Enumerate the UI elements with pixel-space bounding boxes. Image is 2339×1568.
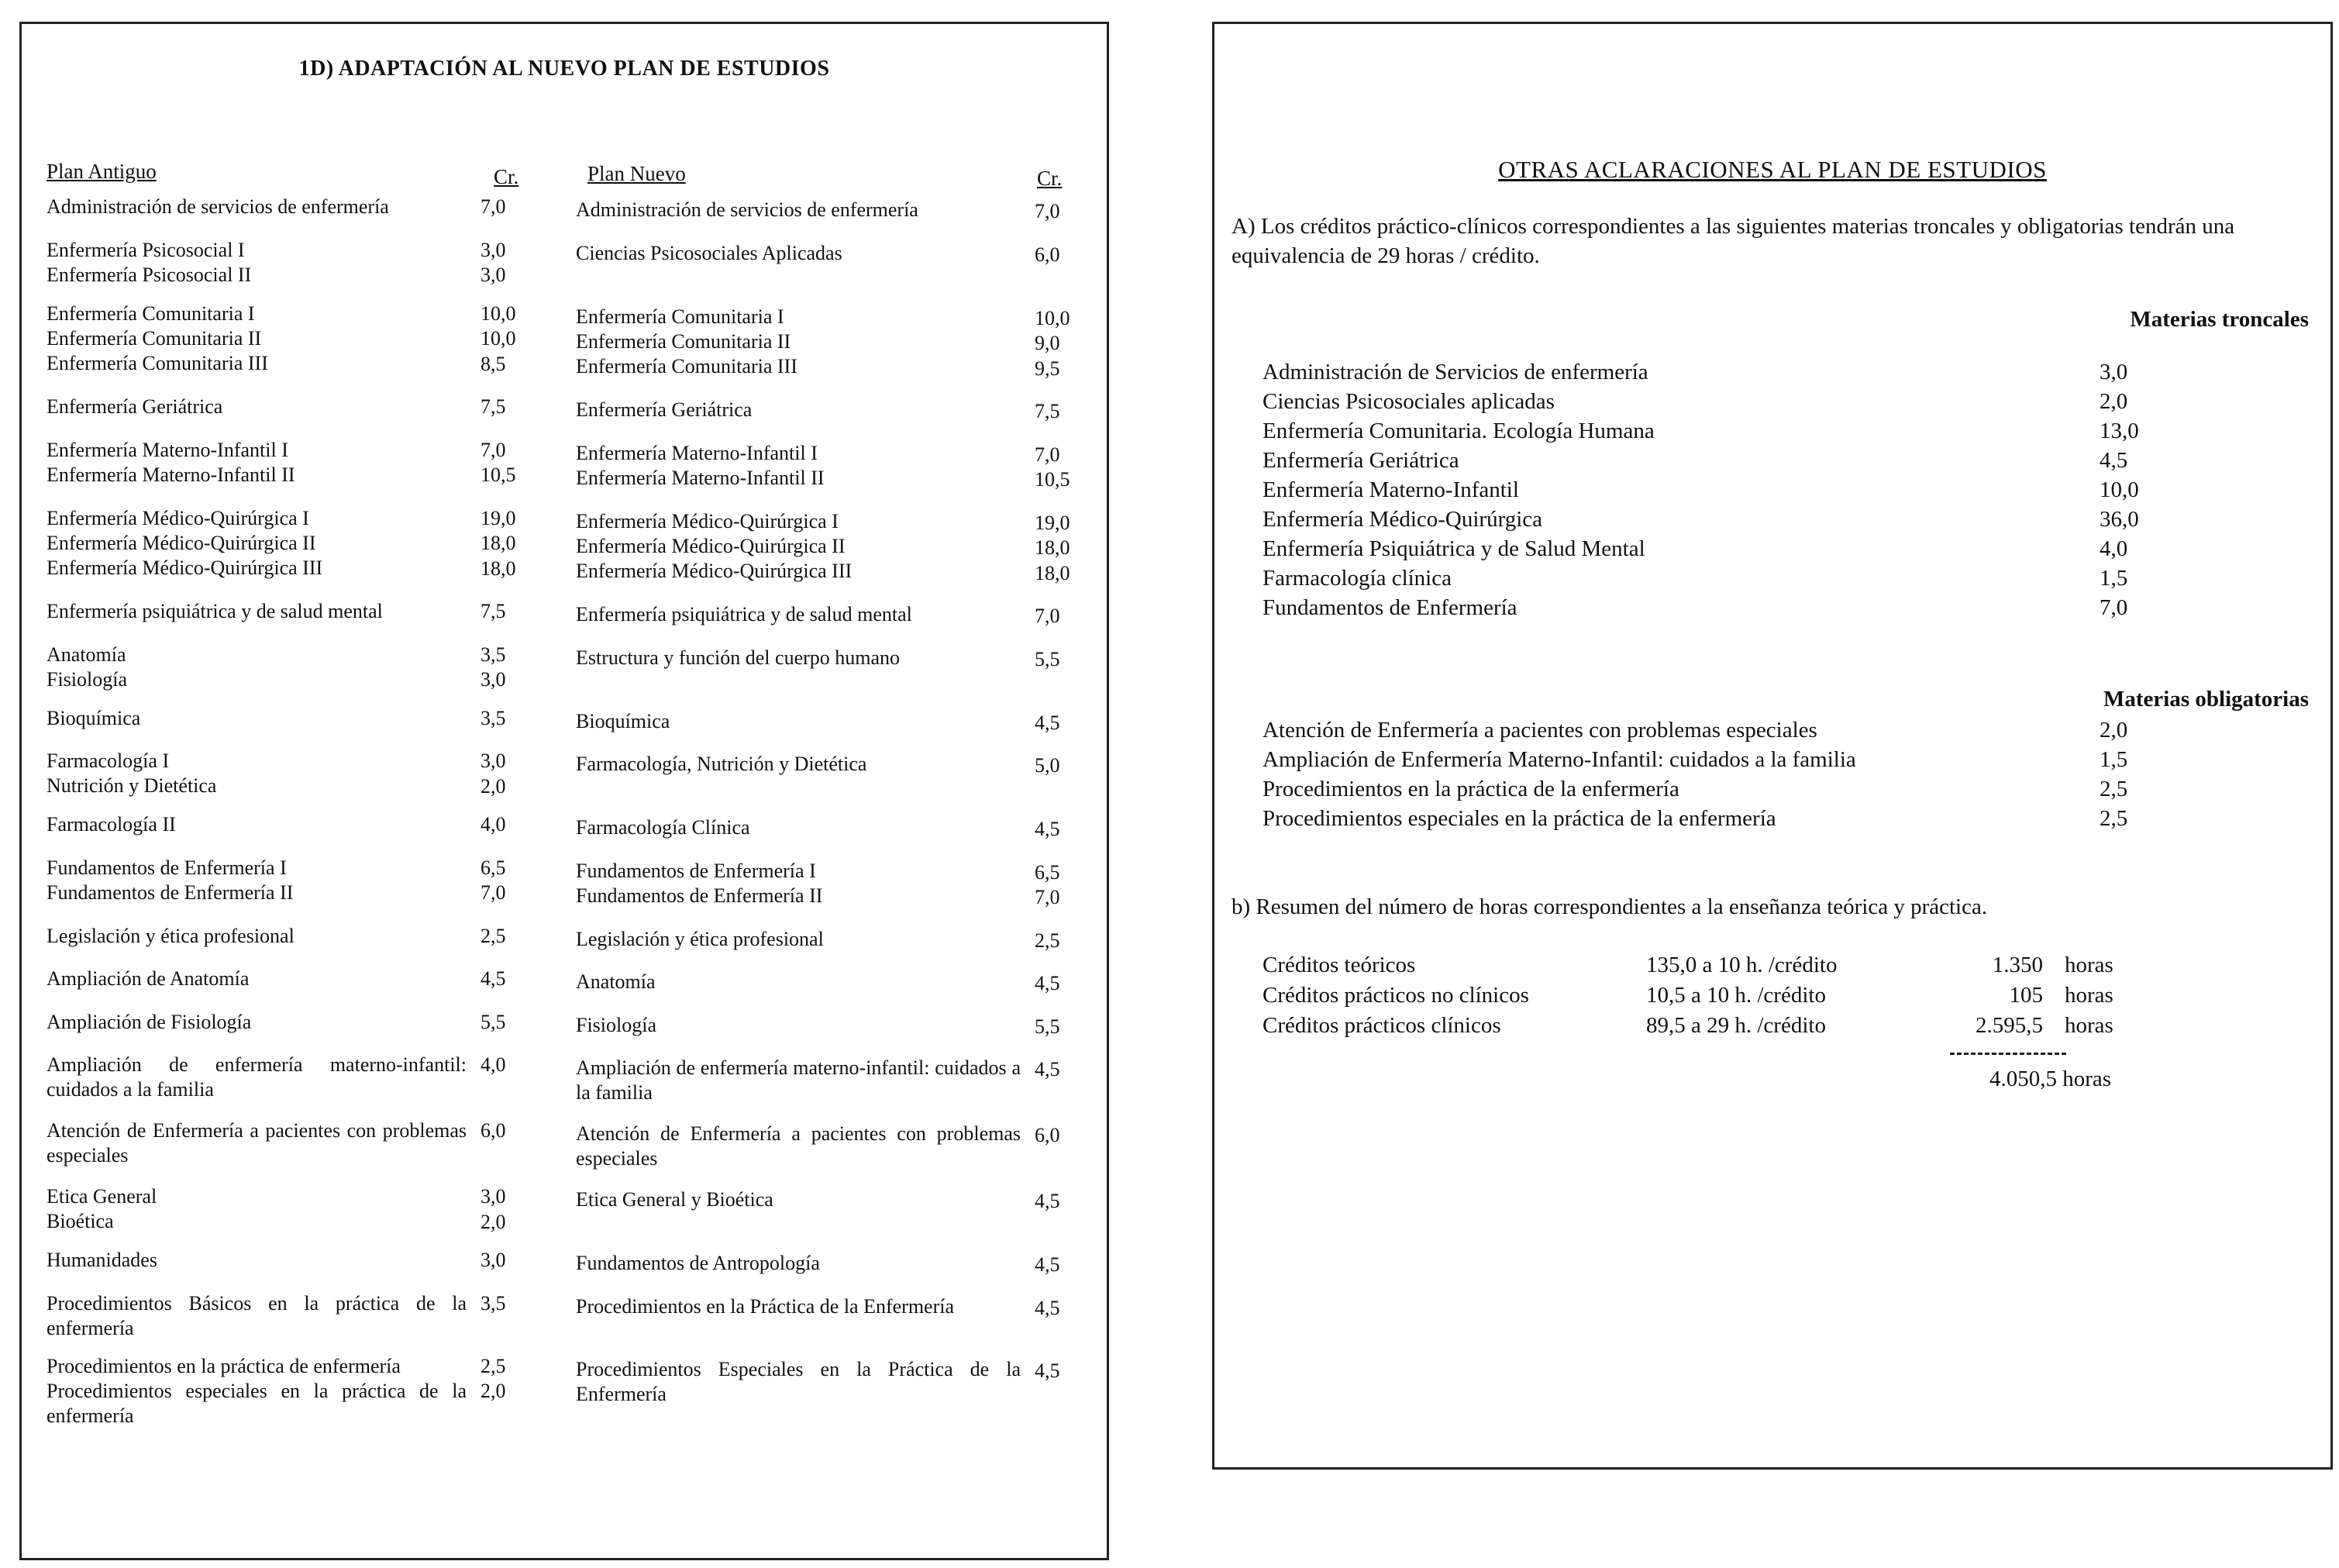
new-credits: 7,0 (1035, 605, 1060, 627)
new-subject-name: Enfermería Materno-Infantil I (576, 441, 818, 464)
old-credits: 7,5 (481, 600, 506, 622)
subject-name: Ciencias Psicosociales aplicadas (1263, 389, 1555, 414)
adaptation-table-panel (19, 22, 1109, 1560)
new-subject-cell (576, 1354, 1035, 1428)
table-row (22, 1053, 1107, 1105)
new-subject-name: Enfermería Comunitaria II (576, 329, 791, 353)
table-row (22, 1291, 1107, 1341)
total-hours: 4.050,5 horas (1989, 1067, 2112, 1091)
obligatoria-row (1263, 804, 2193, 833)
old-subject-name: Etica General (47, 1185, 157, 1208)
new-subject-cell (576, 599, 1035, 629)
old-subject-name: Bioquímica (47, 706, 141, 729)
new-subject-cell (576, 812, 1035, 843)
new-subject-cell (576, 967, 1035, 997)
old-subject-name: Farmacología I (47, 750, 170, 772)
old-subject-cell (47, 1053, 481, 1105)
hours-amount: 105 (2009, 983, 2043, 1008)
old-subject-cell (47, 812, 481, 843)
old-credits: 6,0 (481, 1119, 506, 1142)
old-subject-cell (47, 967, 481, 997)
new-credits: 5,0 (1035, 754, 1060, 777)
new-credits: 4,5 (1035, 972, 1060, 994)
new-subject-name: Fundamentos de Antropología (576, 1252, 820, 1274)
subject-name: Enfermería Comunitaria. Ecología Humana (1263, 419, 1655, 443)
subject-credits: 1,5 (2100, 566, 2128, 591)
new-subject-cell (576, 856, 1035, 911)
old-credits: 3,0 2,0 (481, 750, 506, 798)
new-credits: 4,5 (1035, 1296, 1060, 1319)
table-row (22, 238, 1107, 288)
old-credits: 3,5 3,0 (481, 643, 506, 691)
subject-name: Ampliación de Enfermería Materno-Infantil: cuidados a la familia (1263, 747, 1856, 772)
new-subject-name: Atención de Enfermería a pacientes con problemas especiales (576, 1122, 1021, 1170)
old-credits: 7,0 10,5 (481, 438, 516, 486)
old-subject-name: Anatomía (47, 643, 126, 666)
new-subject-name: Etica General y Bioética (576, 1188, 773, 1211)
old-subject-name: Enfermería Médico-Quirúrgica I (47, 506, 309, 529)
new-subject-cell (576, 749, 1035, 799)
new-subject-name: Farmacología, Nutrición y Dietética (576, 753, 867, 775)
new-credits: 19,0 18,0 18,0 (1035, 511, 1070, 584)
new-subject-name: Enfermería Médico-Quirúrgica II (576, 534, 846, 557)
new-credits: 4,5 (1035, 1058, 1060, 1080)
old-subject-name: Legislación y ética profesional (47, 924, 295, 947)
new-subject-cell (576, 1291, 1035, 1341)
new-subject-name: Enfermería Médico-Quirúrgica III (576, 559, 853, 582)
table-row (22, 506, 1107, 587)
old-subject-name: Enfermería Comunitaria III (47, 351, 268, 374)
new-credits: 7,5 (1035, 400, 1060, 422)
old-credits: 4,0 (481, 1053, 506, 1076)
clarifications-title: OTRAS ACLARACIONES AL PLAN DE ESTUDIOS (1498, 156, 2047, 183)
new-subject-cell (576, 1118, 1035, 1171)
old-subject-name: Atención de Enfermería a pacientes con problemas especiales (47, 1119, 467, 1167)
subject-name: Administración de Servicios de enfermería (1263, 360, 1648, 384)
troncal-row (1263, 357, 2193, 387)
subject-name: Farmacología clínica (1263, 566, 1452, 591)
troncal-row (1263, 534, 2193, 563)
table-row (22, 749, 1107, 799)
subject-credits: 4,5 (2100, 448, 2128, 473)
new-subject-cell (576, 506, 1035, 587)
new-credits: 5,5 (1035, 1015, 1060, 1038)
hours-label: Créditos prácticos clínicos (1263, 1013, 1501, 1038)
new-subject-name: Procedimientos Especiales en la Práctica de la Enfermería (576, 1357, 1021, 1405)
subject-name: Enfermería Materno-Infantil (1263, 477, 1519, 502)
subject-credits: 7,0 (2100, 595, 2128, 620)
old-subject-cell (47, 924, 481, 954)
old-subject-cell (47, 1248, 481, 1278)
new-subject-name: Enfermería psiquiátrica y de salud mental (576, 603, 912, 625)
old-subject-name: Bioética (47, 1210, 114, 1232)
new-subject-cell (576, 924, 1035, 954)
old-subject-name: Farmacología II (47, 813, 176, 836)
old-credits: 5,5 (481, 1010, 506, 1033)
new-subject-name: Enfermería Comunitaria I (576, 305, 784, 328)
old-subject-name: Fisiología (47, 667, 128, 691)
old-subject-name: Administración de servicios de enfermería (47, 195, 389, 218)
subject-credits: 2,0 (2100, 389, 2128, 414)
new-credits: 4,5 (1035, 818, 1060, 840)
clarifications-panel (1212, 22, 2333, 1470)
subject-name: Enfermería Psiquiátrica y de Salud Mental (1263, 536, 1645, 561)
old-subject-cell (47, 238, 481, 288)
old-subject-cell (47, 599, 481, 629)
troncales-heading: Materias troncales (2130, 307, 2309, 332)
section-a-paragraph: A) Los créditos práctico-clínicos correspondientes a las siguientes materias troncales y obligatorias tendrán una equivalencia de 29 horas / crédito. (1232, 214, 2235, 268)
subject-name: Enfermería Médico-Quirúrgica (1263, 507, 1542, 532)
old-subject-cell (47, 438, 481, 493)
subject-credits: 2,0 (2100, 718, 2128, 743)
old-subject-cell (47, 395, 481, 425)
hours-calc: 10,5 a 10 h. /crédito (1646, 983, 1826, 1008)
subject-credits: 13,0 (2100, 419, 2139, 443)
old-subject-name: Enfermería Geriátrica (47, 395, 223, 418)
old-credits: 3,0 (481, 1249, 506, 1271)
subject-name: Enfermería Geriátrica (1263, 448, 1459, 473)
troncal-row (1263, 505, 2193, 534)
hours-unit: horas (2065, 1013, 2113, 1038)
old-credits: 10,0 10,0 8,5 (481, 302, 516, 375)
hours-label: Créditos teóricos (1263, 953, 1416, 977)
new-credits: 4,5 (1035, 1253, 1060, 1276)
table-row (22, 1010, 1107, 1040)
old-subject-name: Enfermería Médico-Quirúrgica III (47, 556, 323, 579)
old-subject-name: Procedimientos en la práctica de enfermería (47, 1354, 401, 1377)
new-plan-header: Plan Nuevo (587, 162, 686, 185)
old-credits-header: Cr. (494, 165, 519, 188)
old-subject-name: Enfermería Psicosocial II (47, 263, 252, 286)
table-row (22, 706, 1107, 736)
new-credits-header: Cr. (1037, 167, 1063, 190)
old-subject-name: Ampliación de enfermería materno-infantil: cuidados a la familia (47, 1053, 467, 1101)
subject-name: Fundamentos de Enfermería (1263, 595, 1517, 620)
table-row (22, 856, 1107, 911)
old-credits: 3,5 (481, 1291, 506, 1315)
obligatoria-row (1263, 745, 2193, 774)
subject-credits: 1,5 (2100, 747, 2128, 772)
old-credits: 19,0 18,0 18,0 (481, 506, 516, 580)
table-row (22, 1118, 1107, 1171)
obligatoria-row (1263, 774, 2193, 804)
table-row (22, 1184, 1107, 1235)
old-subject-name: Ampliación de Anatomía (47, 967, 250, 990)
obligatorias-heading: Materias obligatorias (2103, 687, 2309, 712)
old-subject-name: Fundamentos de Enfermería I (47, 856, 287, 879)
table-row (22, 1248, 1107, 1278)
hours-summary-table (1263, 950, 2134, 1041)
new-credits: 2,5 (1035, 929, 1060, 952)
troncales-list (1263, 357, 2193, 622)
old-subject-name: Nutrición y Dietética (47, 774, 217, 797)
old-credits: 3,0 3,0 (481, 238, 506, 286)
old-subject-name: Procedimientos especiales en la práctica de la enfermería (47, 1379, 467, 1427)
hours-label: Créditos prácticos no clínicos (1263, 983, 1529, 1008)
new-credits: 4,5 (1035, 1359, 1060, 1382)
new-subject-name: Ciencias Psicosociales Aplicadas (576, 241, 842, 264)
new-credits: 7,0 10,5 (1035, 443, 1070, 491)
hours-calc: 135,0 a 10 h. /crédito (1646, 953, 1838, 977)
hours-row (1263, 1011, 2134, 1041)
new-subject-name: Farmacología Clínica (576, 816, 750, 839)
new-subject-name: Anatomía (576, 970, 656, 993)
old-subject-name: Enfermería Materno-Infantil I (47, 438, 288, 461)
subject-name: Procedimientos en la práctica de la enfermería (1263, 777, 1679, 801)
old-subject-cell (47, 1354, 481, 1428)
new-subject-name: Fundamentos de Enfermería II (576, 884, 823, 907)
old-subject-name: Enfermería Médico-Quirúrgica II (47, 531, 316, 554)
new-subject-cell (576, 706, 1035, 736)
table-row (22, 395, 1107, 425)
new-credits: 10,0 9,0 9,5 (1035, 306, 1070, 380)
old-subject-name: Enfermería Psicosocial I (47, 238, 245, 261)
old-credits: 7,0 (481, 195, 506, 218)
table-row (22, 967, 1107, 997)
old-credits: 4,5 (481, 967, 506, 990)
new-subject-cell (576, 1184, 1035, 1235)
troncal-row (1263, 387, 2193, 416)
table-row (22, 599, 1107, 629)
hours-row (1263, 980, 2134, 1011)
old-subject-name: Ampliación de Fisiología (47, 1010, 252, 1033)
old-subject-cell (47, 1184, 481, 1235)
new-subject-name: Enfermería Comunitaria III (576, 354, 797, 377)
troncal-row (1263, 593, 2193, 622)
table-row (22, 643, 1107, 693)
new-subject-cell (576, 438, 1035, 493)
new-subject-name: Procedimientos en la Práctica de la Enfermería (576, 1294, 955, 1318)
old-credits: 3,5 (481, 706, 506, 729)
hours-amount: 2.595,5 (1976, 1013, 2043, 1038)
subject-name: Procedimientos especiales en la práctica de la enfermería (1263, 806, 1776, 831)
new-credits: 6,0 (1035, 1124, 1060, 1146)
old-subject-name: Humanidades (47, 1249, 157, 1271)
subject-credits: 3,0 (2100, 360, 2128, 384)
subject-credits: 4,0 (2100, 536, 2128, 561)
old-credits: 4,0 (481, 813, 506, 836)
table-row (22, 924, 1107, 954)
new-credits: 6,0 (1035, 243, 1060, 266)
new-credits: 4,5 (1035, 711, 1060, 734)
new-credits: 7,0 (1035, 200, 1060, 222)
new-subject-cell (576, 395, 1035, 425)
new-subject-name: Enfermería Médico-Quirúrgica I (576, 509, 839, 532)
old-subject-cell (47, 706, 481, 736)
hours-unit: horas (2065, 953, 2113, 977)
hours-calc: 89,5 a 29 h. /crédito (1646, 1013, 1826, 1038)
old-subject-cell (47, 1291, 481, 1341)
troncal-row (1263, 563, 2193, 593)
old-subject-cell (47, 643, 481, 693)
hours-amount: 1.350 (1992, 953, 2043, 977)
new-subject-name: Enfermería Geriátrica (576, 398, 753, 421)
new-subject-cell (576, 238, 1035, 288)
sum-separator (1950, 1053, 2066, 1055)
hours-unit: horas (2065, 983, 2113, 1008)
obligatorias-list (1263, 715, 2193, 833)
new-credits: 5,5 (1035, 647, 1060, 670)
new-subject-name: Estructura y función del cuerpo humano (576, 646, 901, 669)
table-row (22, 812, 1107, 843)
subject-credits: 36,0 (2100, 507, 2139, 532)
new-subject-cell (576, 302, 1035, 382)
subject-credits: 2,5 (2100, 806, 2128, 831)
old-subject-cell (47, 856, 481, 911)
old-subject-cell (47, 1118, 481, 1171)
old-subject-name: Fundamentos de Enfermería II (47, 880, 294, 904)
new-subject-cell (576, 1248, 1035, 1278)
section-b-text: b) Resumen del número de horas correspondientes a la enseñanza teórica y práctica. (1232, 894, 1988, 919)
old-credits: 7,5 (481, 395, 506, 418)
old-subject-name: Procedimientos Básicos en la práctica de la enfermería (47, 1291, 467, 1339)
old-subject-cell (47, 195, 481, 225)
subject-credits: 10,0 (2100, 477, 2139, 502)
old-subject-cell (47, 506, 481, 587)
old-credits: 3,0 2,0 (481, 1185, 506, 1233)
subject-credits: 2,5 (2100, 777, 2128, 801)
old-subject-name: Enfermería Comunitaria I (47, 302, 255, 325)
troncal-row (1263, 475, 2193, 505)
new-subject-name: Fisiología (576, 1013, 657, 1036)
adaptation-title: 1D) ADAPTACIÓN AL NUEVO PLAN DE ESTUDIOS (298, 57, 830, 81)
table-row (22, 302, 1107, 382)
new-subject-name: Enfermería Materno-Infantil II (576, 466, 825, 489)
old-credits: 6,5 7,0 (481, 856, 506, 904)
new-subject-name: Fundamentos de Enfermería I (576, 859, 816, 882)
troncal-row (1263, 446, 2193, 475)
new-subject-cell (576, 1053, 1035, 1105)
old-subject-cell (47, 1010, 481, 1040)
old-subject-cell (47, 302, 481, 382)
adaptation-rows (22, 195, 1107, 1442)
old-credits: 2,5 (481, 924, 506, 947)
new-subject-cell (576, 195, 1035, 225)
new-subject-name: Legislación y ética profesional (576, 927, 824, 950)
old-subject-name: Enfermería Comunitaria II (47, 326, 262, 350)
subject-name: Atención de Enfermería a pacientes con problemas especiales (1263, 718, 1817, 743)
new-credits: 6,5 7,0 (1035, 860, 1060, 908)
section-a-text (1232, 212, 2262, 271)
new-subject-cell (576, 643, 1035, 693)
new-subject-name: Bioquímica (576, 709, 670, 732)
obligatoria-row (1263, 715, 2193, 745)
old-credits: 2,5 2,0 (481, 1354, 506, 1402)
new-subject-name: Ampliación de enfermería materno-infantil: cuidados a la familia (576, 1056, 1021, 1104)
old-subject-name: Enfermería psiquiátrica y de salud mental (47, 600, 383, 622)
table-row (22, 438, 1107, 493)
new-subject-name: Administración de servicios de enfermería (576, 198, 918, 221)
hours-row (1263, 950, 2134, 980)
troncal-row (1263, 416, 2193, 446)
new-subject-cell (576, 1010, 1035, 1040)
old-subject-cell (47, 749, 481, 799)
new-credits: 4,5 (1035, 1190, 1060, 1212)
old-subject-name: Enfermería Materno-Infantil II (47, 463, 295, 486)
old-plan-header: Plan Antiguo (47, 160, 157, 183)
table-row (22, 195, 1107, 225)
table-row (22, 1354, 1107, 1428)
